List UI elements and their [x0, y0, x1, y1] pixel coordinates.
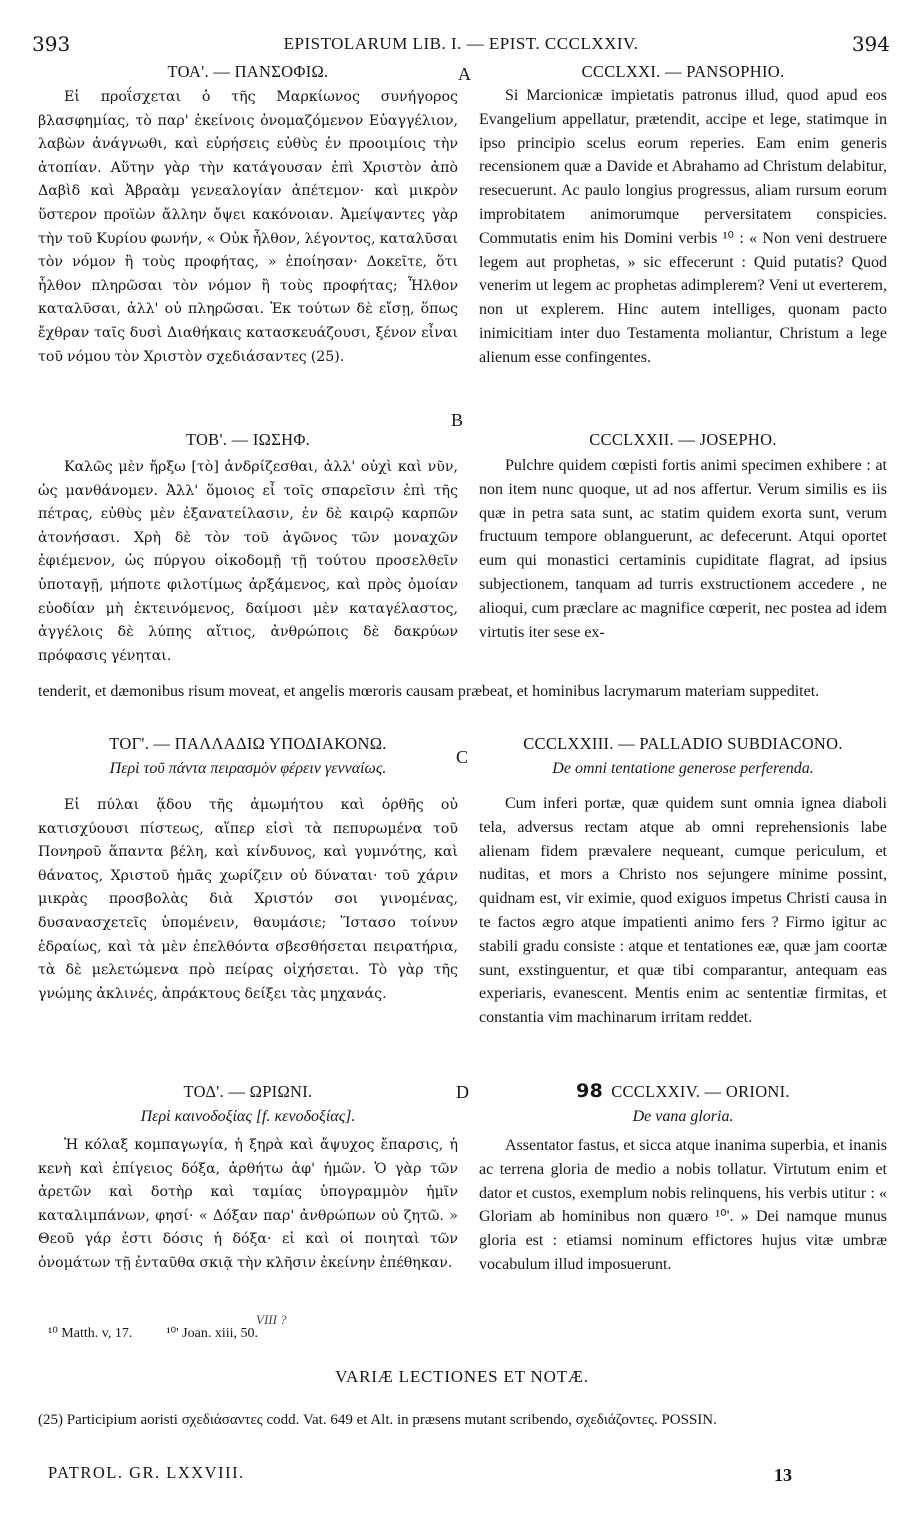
latin-letter-subtitle: De omni tentatione generose perferenda. [552, 760, 814, 777]
footnotes [48, 1325, 258, 1342]
latin-letter-371 [479, 62, 887, 370]
greek-letter-title: ΤΟΓ'. — ΠΑΛΛΑΔΙΩ ΥΠΟΔΙΑΚΟΝΩ. [109, 734, 387, 753]
greek-letter-title: ΤΟΒ'. — ΙΩΣΗΦ. [185, 430, 311, 449]
migne-column-number: 98 [576, 1080, 604, 1102]
latin-continuation: tenderit, et dæmonibus risum moveat, et angelis mœroris causam præbeat, et hominibus lacrymarum materiam suppeditet. [38, 683, 820, 700]
greek-letter-text: Εἰ προΐσχεται ὁ τῆς Μαρκίωνος συνήγορος βλασφημίας, τὸ παρ' ἐκείνοις ὀνομαζόμενον Εὐαγγέλιον, λαβὼν ἀνάγνωθι, καὶ εὑρήσεις εὐθὺς ἐν προοιμίοις τὴν ἀτοπίαν. Αὕτην γὰρ τὴν κατάγουσαν ἐπὶ Χριστὸν ἀπὸ Δαβὶδ καὶ Ἀβραὰμ γενεαλογίαν ἀπέτεμον· καὶ μικρὸν ὕστερον προϊὼν ἄλλην ὄψει κακόνοιαν. Ἀμείψαντες γὰρ τὴν τοῦ Κυρίου φωνήν, « Οὐκ ἦλθον, λέγοντος, καταλῦσαι τὸν νόμον ἢ τοὺς προφήτας, » ἐποίησαν· Δοκεῖτε, ὅτι ἦλθον πληρῶσαι τὸν νόμον ἢ τοὺς προφήτας; Ἦλθον καταλῦσαι, ἀλλ' οὐ πληρῶσαι. Ἐκ τούτων δὲ εἴσῃ, ὅπως ἔχθραν ταῖς δυσὶ Διαθήκαις κατασκευάζουσι, ξένον εἶναι τοῦ νόμου τὸν Χριστὸν σχεδιάσαντες (25). [38, 89, 458, 365]
greek-letter-372 [38, 430, 458, 668]
page-number-left: 393 [32, 32, 71, 56]
latin-letter-374 [479, 1080, 887, 1277]
margin-marker-d: D [456, 1082, 469, 1102]
greek-letter-374 [38, 1082, 458, 1276]
variae-lectiones-note: (25) Participium aoristi σχεδιάσαντες codd. Vat. 649 et Alt. in præsens mutant scribendo, σχεδιάζοντες. POSSIN. [38, 1412, 717, 1428]
latin-letter-title: CCCLXXII. — JOSEPHO. [589, 430, 777, 449]
footnote-1: ¹⁰ Matth. v, 17. [48, 1326, 133, 1341]
greek-letter-text: Καλῶς μὲν ἤρξω [τὸ] ἀνδρίζεσθαι, ἀλλ' οὐχὶ καὶ νῦν, ὡς μανθάνομεν. Ἀλλ' ὅμοιος εἶ τοῖς σπαρεῖσιν ἐπὶ τῆς πέτρας, εὐθὺς μὲν ἐξανατείλασιν, ἐν δὲ καιρῷ καρπῶν ἀτονήσασι. Χρὴ δὲ τὸν τοῦ ἀγῶνος τῶν μοναχῶν ἐφιέμενον, ὡς πύργου οἰκοδομῇ τῇ τούτου προσελθεῖν ὑποταγῇ, μήποτε φιλοτίμως ἀρξάμενος, καὶ πρὸς ὁμοίαν εὐοδίαν μὴ ἐκτεινόμενος, δαίμοσι μὲν καταγέλαστος, ἀγγέλοις δὲ λύπης αἴτιος, ἀνθρώποις δὲ δακρύων πρόφασις γένηται. [38, 459, 458, 664]
greek-letter-text: Ἡ κόλαξ κομπαγωγία, ἡ ξηρὰ καὶ ἄψυχος ἔπαρσις, ἡ κενὴ καὶ ἐπίγειος δόξα, ἀρθήτω ἀφ' ἡμῶν. Ὁ γὰρ τῶν ἀρετῶν καὶ δοτὴρ καὶ ταμίας ὑπογραμμὸν ἡμῖν καταλιμπάνων, φησί· « Δόξαν παρ' ἀνθρώπων οὐ ζητῶ. » Θεοῦ γάρ ἐστι δόσις ἡ δόξα· εἰ καὶ οἱ ποιηταὶ τῶν ὀνομάτων τῇ ἐνταῦθα σκιᾷ τὴν κλῆσιν ἐκείνην ἐπέθηκαν. [38, 1137, 458, 1271]
greek-letter-title: ΤΟΑ'. — ΠΑΝΣΟΦΙΩ. [167, 62, 329, 81]
latin-letter-text: Cum inferi portæ, quæ quidem sunt omnia ignea diaboli tela, adversus rectam atque ab omni reprehensionis labe alienam fidem prævalere nequeant, cumque periculum, et nuditas, et mors a Christo nos sejungere minime possint, quidnam est, vir eximie, quod exiguos impetus Christi causa in te factos ægro atque impatienti animo fers ? Firmo igitur ac stabili gradu consiste : atque et tentationes eæ, quæ jam coortæ sunt, exstinguentur, et quæ tibi comparantur, antequam eas experiaris, evanescent. Mentis enim ac sententiæ firmitas, et constantia vim machinarum irritam reddet. [479, 795, 887, 1027]
greek-letter-373 [38, 734, 458, 1006]
greek-letter-371 [38, 62, 458, 369]
variae-lectiones-heading: VARIÆ LECTIONES ET NOTÆ. [335, 1367, 589, 1386]
running-title: EPISTOLARUM LIB. I. — EPIST. CCCLXXIV. [283, 34, 639, 53]
latin-letter-text: Pulchre quidem cœpisti fortis animi specimen exhibere : at non item nunc quoque, ut ad nos affertur. Verum similis es iis quæ in petra sata sunt, ac statim quidem exorta sunt, verum fructuum tempore oblanguerunt, ac defecerunt. Atqui oportet eum qui monastici certaminis cupiditate flagrat, ad ipsius subjectionem, tanquam ad turris exstructionem accedere , ne alioqui, cum præclare ac magnifice cœperit, nec postea ad idem virtutis iter sese ex- [479, 457, 887, 641]
latin-letter-title: CCCLXXIII. — PALLADIO SUBDIACONO. [523, 734, 843, 753]
gathering-number: 13 [774, 1465, 792, 1485]
latin-letter-title: CCCLXXI. — PANSOPHIO. [581, 62, 785, 81]
margin-marker-b: B [451, 410, 464, 430]
greek-letter-text: Εἰ πύλαι ᾅδου τῆς ἀμωμήτου καὶ ὀρθῆς οὐ κατισχύουσι πίστεως, αἵπερ εἰσὶ τὰ πεπυρωμένα τοῦ Πονηροῦ ἅπαντα βέλη, καὶ κίνδυνος, καὶ γυμνότης, καὶ θάνατος, Χριστοῦ ἡμᾶς χωρίζειν οὐ δύναται· τοῦ χάριν μικρὰς προσβολὰς διὰ Χριστόν σοι γινομένας, δυσανασχετεῖς ὑπομένειν, θαυμάσιε; Ἵστασο τοίνυν ἑδραίως, καὶ τὰ μὲν ἐπελθόντα σβεσθήσεται πειρατήρια, τὰ δὲ μελετώμενα πρὸ πείρας οἰχήσεται. Τὸ γὰρ τῆς γνώμης ἀκλινές, ἀπράκτους δείξει τὰς μηχανάς. [38, 797, 458, 1002]
margin-marker-a: A [458, 64, 471, 84]
greek-letter-subtitle: Περὶ καινοδοξίας [f. κενοδοξίας]. [140, 1108, 356, 1125]
footnote-2: ¹⁰' Joan. xiii, 50. [166, 1326, 259, 1341]
greek-letter-title: ΤΟΔ'. — ΩΡΙΩΝΙ. [183, 1082, 313, 1101]
greek-letter-subtitle: Περὶ τοῦ πάντα πειρασμὸν φέρειν γενναίως. [109, 760, 387, 777]
latin-letter-text: Si Marcionicæ impietatis patronus illud, quod apud eos Evangelium appellatur, prætendit, accipe et lege, statimque in ipso principio scelus eorum reperies. Eam enim generis recensionem quæ a Davide et Abrahamo ad Christum delabitur, resecuerunt. Ac paulo longius progressus, aliam rursum eorum improbitatem animorumque perversitatem conspicies. Commutatis enim his Domini verbis ¹⁰ : « Non veni destruere legem aut prophetas, » sic effecerunt : Quid putatis? Quod venerim ut legem ac prophetas adimplerem? Veni ut everterem, non ut explerem. Hinc autem intelliges, quonam pacto inimicitiam inter duo Testamenta moliantur, Christum a lege alienum esse confingentes. [479, 87, 887, 366]
handwritten-annotation: VIII ? [256, 1312, 287, 1327]
latin-letter-title: 98 CCCLXXIV. — ORIONI. [576, 1080, 790, 1102]
latin-letter-372 [479, 430, 887, 644]
latin-letter-subtitle: De vana gloria. [632, 1108, 734, 1125]
margin-marker-c: C [456, 747, 469, 767]
running-header [32, 32, 890, 58]
page-number-right: 394 [851, 32, 890, 56]
latin-letter-text: Assentator fastus, et sicca atque inanima superbia, et inanis ac terrena gloria de medio a nobis tollatur. Virtutum enim et dator et custos, exemplum nobis relinquens, his verbis utitur : « Gloriam ab hominibus non quæro ¹⁰'. » Dei namque munus gloria est : etiamsi nominum effictores hujus vitæ umbræ vocabulum illud imposuerunt. [479, 1137, 887, 1273]
latin-letter-373 [479, 734, 887, 1030]
signature-mark: PATROL. GR. LXXVIII. [48, 1463, 245, 1482]
